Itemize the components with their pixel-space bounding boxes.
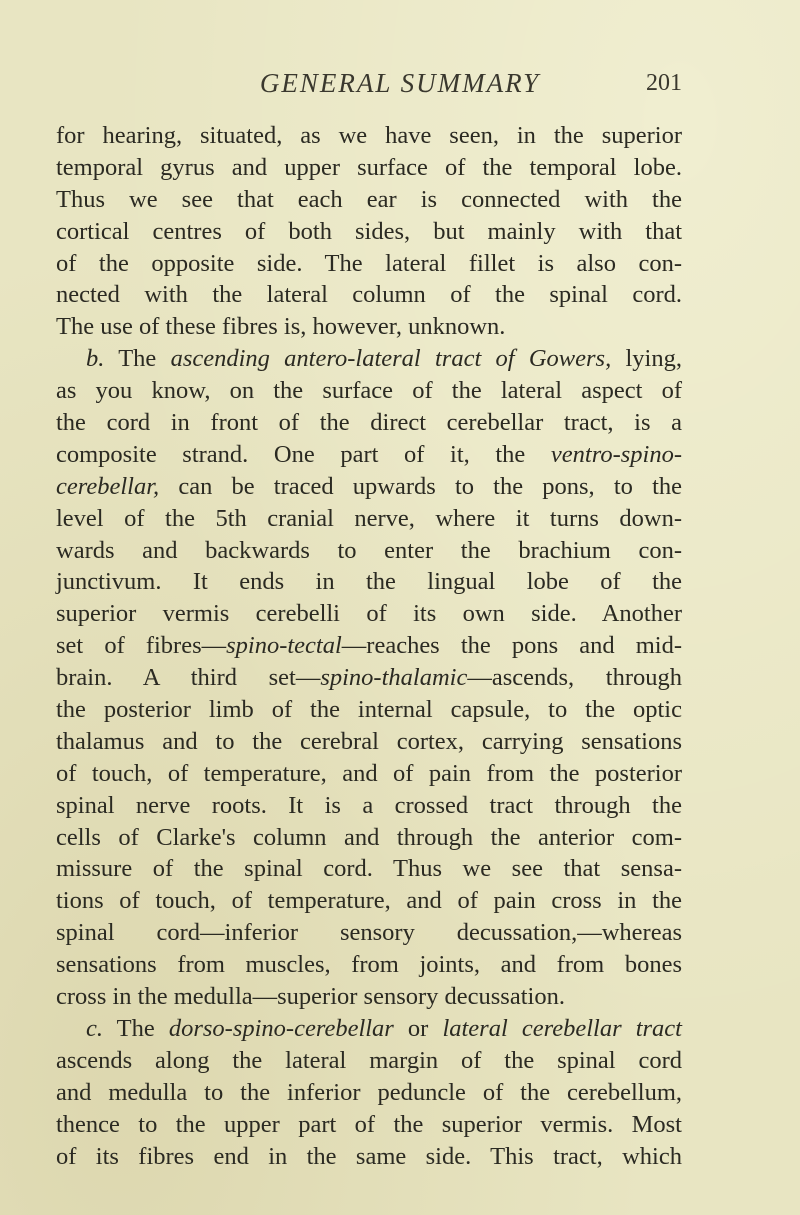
text-segment: cortical centres of both sides, but mainly with that bbox=[56, 217, 682, 245]
text-segment: spinal cord—inferior sensory decussation,—whereas bbox=[56, 919, 682, 947]
text-segment: of its fibres end in the same side. This tract, which bbox=[56, 1142, 682, 1170]
text-segment: superior vermis cerebelli of its own side. Another bbox=[56, 600, 682, 628]
text-line bbox=[56, 120, 682, 152]
text-segment: —reaches the pons and mid- bbox=[341, 632, 682, 660]
italic-text: spino-thalamic bbox=[320, 664, 468, 692]
text-line bbox=[56, 758, 682, 790]
text-segment: brain. A third set— bbox=[56, 664, 321, 692]
text-line bbox=[56, 822, 682, 854]
text-line bbox=[56, 248, 682, 280]
text-line bbox=[56, 949, 682, 981]
text-line bbox=[56, 471, 682, 503]
text-segment: the posterior limb of the internal capsule, to the optic bbox=[56, 696, 682, 724]
text-segment: set of fibres— bbox=[56, 632, 227, 660]
text-segment: temporal gyrus and upper surface of the temporal lobe. bbox=[56, 153, 682, 181]
text-segment: sensations from muscles, from joints, and from bones bbox=[56, 951, 682, 979]
italic-text: c. bbox=[86, 1014, 103, 1042]
text-segment: junctivum. It ends in the lingual lobe of the bbox=[56, 568, 682, 596]
text-line bbox=[56, 981, 682, 1013]
text-segment: thalamus and to the cerebral cortex, carrying sensations bbox=[56, 727, 682, 755]
italic-text: cerebellar, bbox=[56, 472, 160, 500]
text-segment: composite strand. One part of it, the bbox=[56, 440, 551, 468]
text-segment: The use of these fibres is, however, unknown. bbox=[56, 313, 506, 341]
text-line bbox=[56, 853, 682, 885]
italic-text: ascending antero-lateral tract of Gowers, bbox=[170, 345, 612, 373]
italic-text: spino-tectal bbox=[226, 632, 342, 660]
text-segment: wards and backwards to enter the brachium con- bbox=[56, 536, 682, 564]
text-segment: can be traced upwards to the pons, to the bbox=[159, 472, 682, 500]
text-segment: nected with the lateral column of the spinal cord. bbox=[56, 281, 682, 309]
text-segment: spinal nerve roots. It is a crossed tract through the bbox=[56, 791, 682, 819]
body-text bbox=[56, 120, 682, 1172]
text-line bbox=[56, 1141, 682, 1173]
italic-text: ventro-spino- bbox=[550, 440, 682, 468]
text-segment: as you know, on the surface of the lateral aspect of bbox=[56, 377, 682, 405]
text-line bbox=[56, 790, 682, 822]
text-segment: of touch, of temperature, and of pain from the posterior bbox=[56, 759, 682, 787]
text-line bbox=[56, 662, 682, 694]
text-segment: the cord in front of the direct cerebellar tract, is a bbox=[56, 409, 682, 437]
text-line bbox=[56, 1109, 682, 1141]
text-line bbox=[56, 439, 682, 471]
text-segment: The bbox=[103, 1014, 169, 1042]
text-line bbox=[56, 216, 682, 248]
text-segment: and medulla to the inferior peduncle of the cerebellum, bbox=[56, 1078, 682, 1106]
text-segment: for hearing, situated, as we have seen, in the superior bbox=[56, 122, 682, 149]
text-segment: cross in the medulla—superior sensory decussation. bbox=[56, 983, 565, 1011]
text-segment: The bbox=[104, 345, 171, 373]
text-line bbox=[56, 630, 682, 662]
text-line bbox=[56, 311, 682, 343]
text-line bbox=[56, 885, 682, 917]
text-segment: thence to the upper part of the superior vermis. Most bbox=[56, 1110, 682, 1138]
text-segment: missure of the spinal cord. Thus we see that sensa- bbox=[56, 855, 682, 883]
text-segment: level of the 5th cranial nerve, where it turns down- bbox=[56, 504, 682, 532]
italic-text: lateral cerebellar tract bbox=[442, 1014, 682, 1042]
text-line bbox=[56, 694, 682, 726]
text-line bbox=[56, 184, 682, 216]
running-head: GENERAL SUMMARY bbox=[259, 68, 541, 98]
text-line bbox=[56, 1045, 682, 1077]
text-line bbox=[56, 1013, 682, 1045]
text-segment: ascends along the lateral margin of the spinal cord bbox=[56, 1046, 682, 1074]
text-line bbox=[56, 1077, 682, 1109]
text-line bbox=[56, 407, 682, 439]
text-segment: cells of Clarke's column and through the anterior com- bbox=[56, 823, 682, 851]
text-line bbox=[56, 503, 682, 535]
text-segment: or bbox=[393, 1014, 443, 1042]
text-line bbox=[56, 343, 682, 375]
text-segment: —ascends, through bbox=[467, 664, 682, 692]
text-line bbox=[56, 375, 682, 407]
text-segment: tions of touch, of temperature, and of pain cross in the bbox=[56, 887, 682, 915]
text-line bbox=[56, 152, 682, 184]
text-line bbox=[56, 279, 682, 311]
page-number: 201 bbox=[646, 70, 682, 96]
text-segment: Thus we see that each ear is connected with the bbox=[56, 185, 682, 213]
page-header bbox=[0, 68, 800, 108]
italic-text: b. bbox=[86, 345, 105, 373]
italic-text: dorso-spino-cerebellar bbox=[168, 1014, 394, 1042]
text-segment: lying, bbox=[611, 345, 682, 373]
text-line bbox=[56, 535, 682, 567]
text-segment: of the opposite side. The lateral fillet is also con- bbox=[56, 249, 682, 277]
text-line bbox=[56, 726, 682, 758]
text-line bbox=[56, 598, 682, 630]
text-line bbox=[56, 917, 682, 949]
text-line bbox=[56, 566, 682, 598]
